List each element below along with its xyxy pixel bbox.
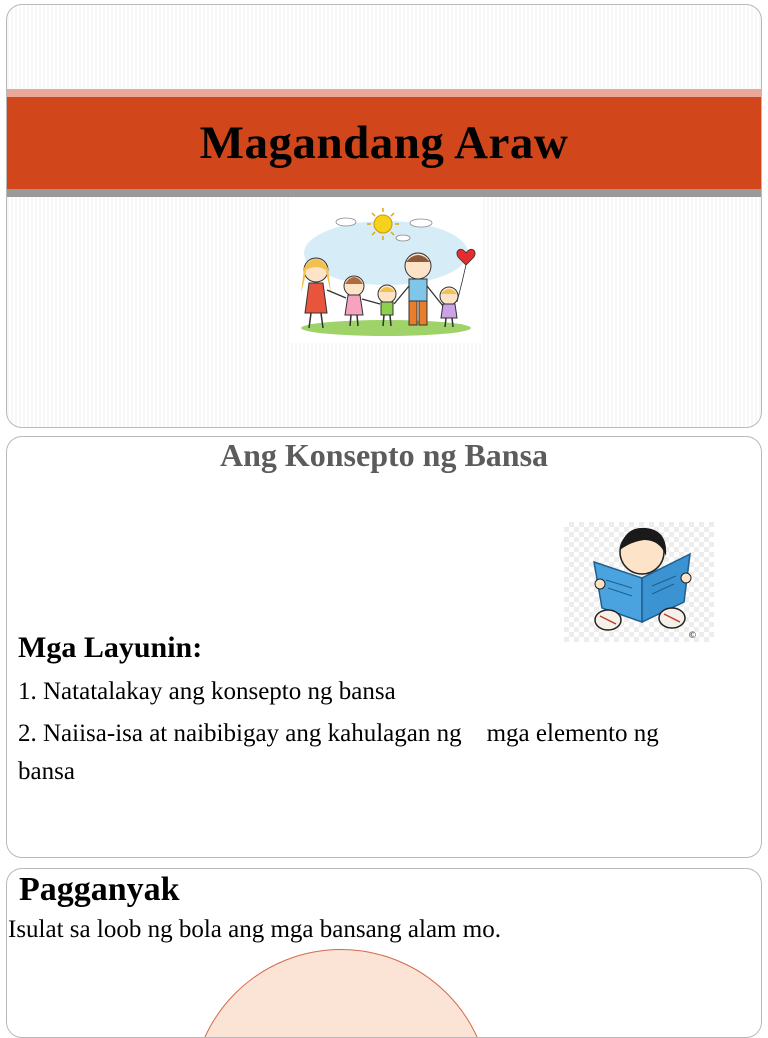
objective-item: 1. Natatalakay ang konsepto ng bansa: [18, 678, 396, 705]
motivation-heading: Pagganyak: [19, 871, 180, 908]
boy-reading-illustration: [564, 522, 714, 642]
slide-concept: [6, 436, 762, 858]
slide-title-text: Magandang Araw: [199, 117, 569, 169]
svg-text:©: ©: [688, 631, 697, 641]
slide-title: [6, 4, 762, 428]
motivation-instruction: Isulat sa loob ng bola ang mga bansang alam mo.: [8, 916, 501, 943]
objectives-heading: Mga Layunin:: [18, 631, 203, 664]
objective-item: 2. Naiisa-isa at naibibigay ang kahulagan ng mga elemento ng bansa: [18, 720, 666, 785]
objectives-list: [18, 673, 718, 795]
slide-subtitle: Ang Konsepto ng Bansa: [219, 437, 549, 473]
heart-balloon-icon: [457, 249, 475, 302]
slide-motivation: [6, 868, 762, 1038]
family-illustration: [291, 198, 481, 343]
ball-shape: [191, 949, 491, 1038]
title-band-top-stripe: [7, 89, 761, 97]
title-band: [7, 97, 761, 189]
title-band-bottom-stripe: [7, 189, 761, 197]
